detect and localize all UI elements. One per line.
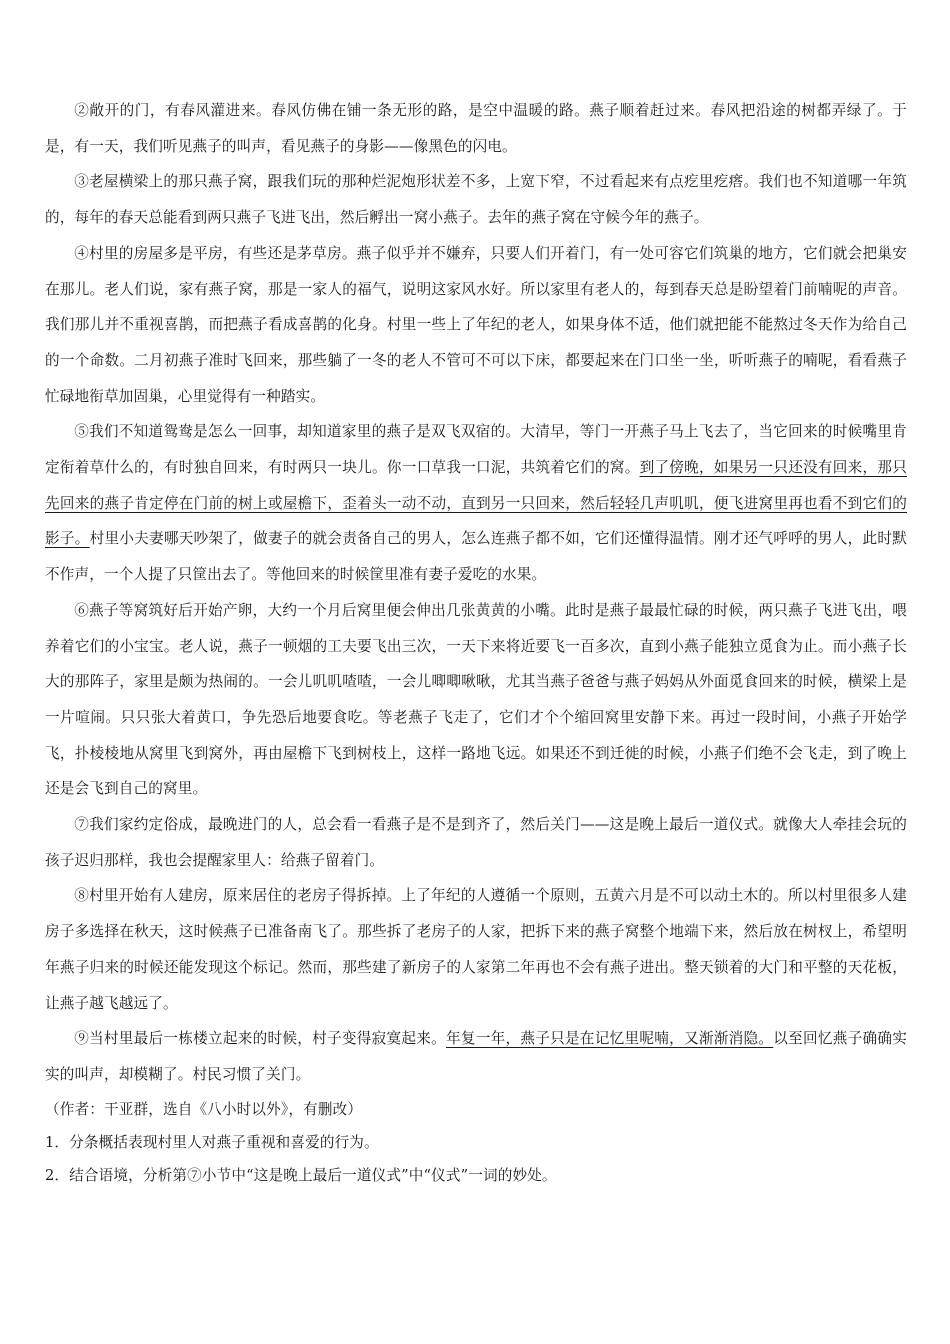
paragraph-9	[45, 1021, 907, 1092]
paragraph-text: ⑤我们不知道鸳鸯是怎么一回事，却知道家里的燕子是双飞双宿的。大清早，等门一开燕子马上飞去了，当它回来的时候嘴里肯定衔着草什么的，有时独自回来，有时两只一块儿。你一口草我一口泥，共筑着它们的窝。	[45, 423, 907, 477]
question-1: 1．分条概括表现村里人对燕子重视和喜爱的行为。	[45, 1133, 379, 1151]
paragraph-7	[45, 807, 907, 878]
underlined-sentence: 年复一年，燕子只是在记忆里呢喃，又渐渐消隐。	[446, 1030, 774, 1048]
paragraph-8	[45, 878, 907, 1021]
paragraph-3	[45, 164, 907, 235]
article-page	[45, 93, 907, 1192]
paragraph-text: ⑥燕子等窝筑好后开始产卵，大约一个月后窝里便会伸出几张黄黄的小嘴。此时是燕子最最忙碌的时候，两只燕子飞进飞出，喂养着它们的小宝宝。老人说，燕子一顿烟的工夫要飞出三次，一天下来将近要飞一百多次，直到小燕子能独立觅食为止。而小燕子长大的那阵子，家里是颇为热闹的。一会儿叽叽喳喳，一会儿唧唧啾啾，尤其当燕子爸爸与燕子妈妈从外面觅食回来的时候，横梁上是一片喧闹。只只张大着黄口，争先恐后地要食吃。等老燕子飞走了，它们才个个缩回窝里安静下来。再过一段时间，小燕子开始学飞，扑棱棱地从窝里飞到窝外，再由屋檐下飞到树枝上，这样一路地飞远。如果还不到迁徙的时候，小燕子们绝不会飞走，到了晚上还是会飞到自己的窝里。	[45, 601, 907, 798]
paragraph-text: 以至回忆燕子确确实实的叫声，却模糊了。村民习惯了关门。	[45, 1030, 907, 1083]
source-note: （作者：干亚群，选自《八小时以外》，有删改）	[45, 1100, 363, 1118]
paragraph-text: ⑧村里开始有人建房，原来居住的老房子得拆掉。上了年纪的人遵循一个原则，五黄六月是不可以动土木的。所以村里很多人建房子多选择在秋天，这时候燕子已准备南飞了。那些拆了老房子的人家，把拆下来的燕子窝整个地端下来，然后放在树杈上，希望明年燕子归来的时候还能发现这个标记。然而，那些建了新房子的人家第二年再也不会有燕子进出。整天锁着的大门和平整的天花板，让燕子越飞越远了。	[45, 887, 907, 1012]
paragraph-2	[45, 93, 907, 164]
paragraph-text: ⑨当村里最后一栋楼立起来的时候，村子变得寂寞起来。	[74, 1030, 447, 1048]
paragraph-text: ⑦我们家约定俗成，最晚进门的人，总会看一看燕子是不是到齐了，然后关门——这是晚上最后一道仪式。就像大人牵挂会玩的孩子迟归那样，我也会提醒家里人：给燕子留着门。	[45, 816, 907, 869]
paragraph-text: ④村里的房屋多是平房，有些还是茅草房。燕子似乎并不嫌弃，只要人们开着门，有一处可容它们筑巢的地方，它们就会把巢安在那儿。老人们说，家有燕子窝，那是一家人的福气，说明这家风水好。所以家里有老人的，每到春天总是盼望着门前喃呢的声音。我们那儿并不重视喜鹊，而把燕子看成喜鹊的化身。村里一些上了年纪的老人，如果身体不适，他们就把能不能熬过冬天作为给自己的一个命数。二月初燕子准时飞回来，那些躺了一冬的老人不管可不可以下床，都要起来在门口坐一坐，听听燕子的喃呢，看看燕子忙碌地衔草加固巢，心里觉得有一种踏实。	[45, 244, 907, 405]
paragraph-text: ②敞开的门，有春风灌进来。春风仿佛在铺一条无形的路，是空中温暖的路。燕子顺着赶过来。春风把沿途的树都弄绿了。于是，有一天，我们听见燕子的叫声，看见燕子的身影——像黑色的闪电。	[45, 102, 907, 155]
underlined-sentence: 到了傍晚，如果另一只还没有回来，那只先回来的燕子肯定停在门前的树上或屋檐下，歪着头一动不动，直到另一只回来，然后轻轻几声叽叽，便飞进窝里再也看不到它们的影子。	[45, 459, 907, 548]
paragraph-5	[45, 414, 907, 593]
paragraph-text: ③老屋横梁上的那只燕子窝，跟我们玩的那种烂泥炮形状差不多，上宽下窄，不过看起来有点疙里疙瘩。我们也不知道哪一年筑的，每年的春天总能看到两只燕子飞进飞出，然后孵出一窝小燕子。去年的燕子窝在守候今年的燕子。	[45, 173, 907, 227]
question-2: 2．结合语境，分析第⑦小节中“这是晚上最后一道仪式”中“仪式”一词的妙处。	[45, 1166, 557, 1184]
paragraph-4	[45, 236, 907, 415]
paragraph-6	[45, 593, 907, 807]
paragraph-text: 村里小夫妻哪天吵架了，做妻子的就会责备自己的男人，怎么连燕子都不如，它们还懂得温情。刚才还气呼呼的男人，此时默不作声，一个人提了只筐出去了。等他回来的时候筐里准有妻子爱吃的水果。	[45, 530, 907, 584]
